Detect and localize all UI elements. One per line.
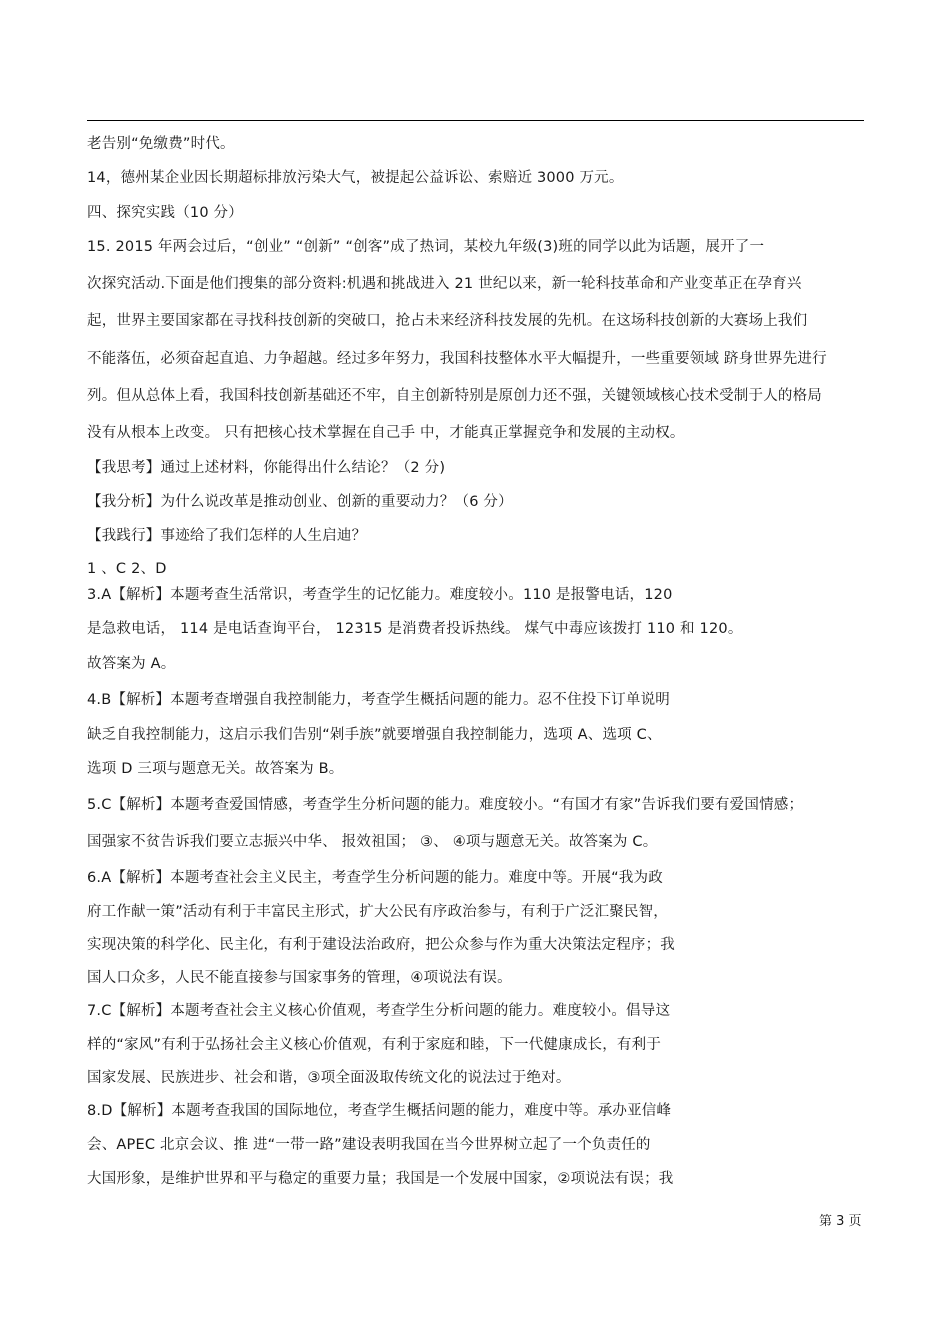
text-line: 列。但从总体上看，我国科技创新基础还不牢，自主创新特别是原创力还不强，关键领域核心技术受制于人的格局 (87, 388, 822, 404)
text-line: 样的“家风”有利于弘扬社会主义核心价值观，有利于家庭和睦，下一代健康成长，有利于 (87, 1037, 662, 1053)
text-line: 15. 2015 年两会过后，“创业” “创新” “创客”成了热词，某校九年级(3)班的同学以此为话题，展开了一 (87, 239, 765, 255)
text-line: 没有从根本上改变。 只有把核心技术掌握在自己手 中，才能真正掌握竞争和发展的主动权。 (87, 425, 685, 441)
text-line: 不能落伍，必须奋起直追、力争超越。经过多年努力，我国科技整体水平大幅提升，一些重要领域 跻身世界先进行 (87, 351, 827, 367)
text-line: 14，德州某企业因长期超标排放污染大气，被提起公益诉讼、索赔近 3000 万元。 (87, 170, 624, 186)
page-number: 第 3 页 (819, 1214, 862, 1229)
text-line: 【我思考】通过上述材料，你能得出什么结论？（2 分) (87, 460, 446, 476)
text-line: 会、APEC 北京会议、推 进“一带一路”建设表明我国在当今世界树立起了一个负责任的 (87, 1137, 651, 1153)
text-line: 8.D【解析】本题考查我国的国际地位，考查学生概括问题的能力，难度中等。承办亚信峰 (87, 1103, 672, 1119)
text-line: 国强家不贫告诉我们要立志振兴中华、 报效祖国； ③、 ④项与题意无关。故答案为 C。 (87, 834, 658, 850)
text-line: 府工作献一策”活动有利于丰富民主形式，扩大公民有序政治参与，有利于广泛汇聚民智， (87, 904, 669, 920)
text-line: 4.B【解析】本题考查增强自我控制能力，考查学生概括问题的能力。忍不住投下订单说明 (87, 692, 670, 708)
text-line: 1 、C 2、D (87, 561, 167, 577)
text-line: 是急救电话， 114 是电话查询平台， 12315 是消费者投诉热线。 煤气中毒应该拨打 110 和 120。 (87, 621, 743, 637)
text-line: 【我践行】事迹给了我们怎样的人生启迪？ (87, 528, 367, 544)
text-line: 3.A【解析】本题考查生活常识，考查学生的记忆能力。难度较小。110 是报警电话，120 (87, 587, 673, 603)
text-line: 次探究活动.下面是他们搜集的部分资料:机遇和挑战进入 21 世纪以来，新一轮科技革命和产业变革正在孕育兴 (87, 276, 802, 292)
text-line: 国家发展、民族进步、社会和谐，③项全面汲取传统文化的说法过于绝对。 (87, 1070, 571, 1086)
text-line: 5.C【解析】本题考查爱国情感，考查学生分析问题的能力。难度较小。“有国才有家”告诉我们要有爱国情感； (87, 797, 804, 813)
text-line: 四、探究实践（10 分） (87, 205, 243, 221)
text-line: 选项 D 三项与题意无关。故答案为 B。 (87, 761, 344, 777)
text-line: 7.C【解析】本题考查社会主义核心价值观，考查学生分析问题的能力。难度较小。倡导这 (87, 1003, 671, 1019)
text-line: 起，世界主要国家都在寻找科技创新的突破口，抢占未来经济科技发展的先机。在这场科技创新的大赛场上我们 (87, 313, 808, 329)
text-line: 老告别“免缴费”时代。 (87, 136, 235, 152)
text-line: 6.A【解析】本题考查社会主义民主，考查学生分析问题的能力。难度中等。开展“我为政 (87, 870, 663, 886)
text-line: 大国形象，是维护世界和平与稳定的重要力量；我国是一个发展中国家，②项说法有误；我 (87, 1171, 674, 1187)
text-line: 缺乏自我控制能力，这启示我们告别“剁手族”就要增强自我控制能力，选项 A、选项 C、 (87, 727, 662, 743)
text-line: 故答案为 A。 (87, 656, 176, 672)
header-rule (87, 120, 864, 121)
text-line: 实现决策的科学化、民主化，有利于建设法治政府，把公众参与作为重大决策法定程序；我 (87, 937, 675, 953)
text-line: 【我分析】为什么说改革是推动创业、创新的重要动力？（6 分） (87, 494, 513, 510)
text-line: 国人口众多，人民不能直接参与国家事务的管理，④项说法有误。 (87, 970, 512, 986)
